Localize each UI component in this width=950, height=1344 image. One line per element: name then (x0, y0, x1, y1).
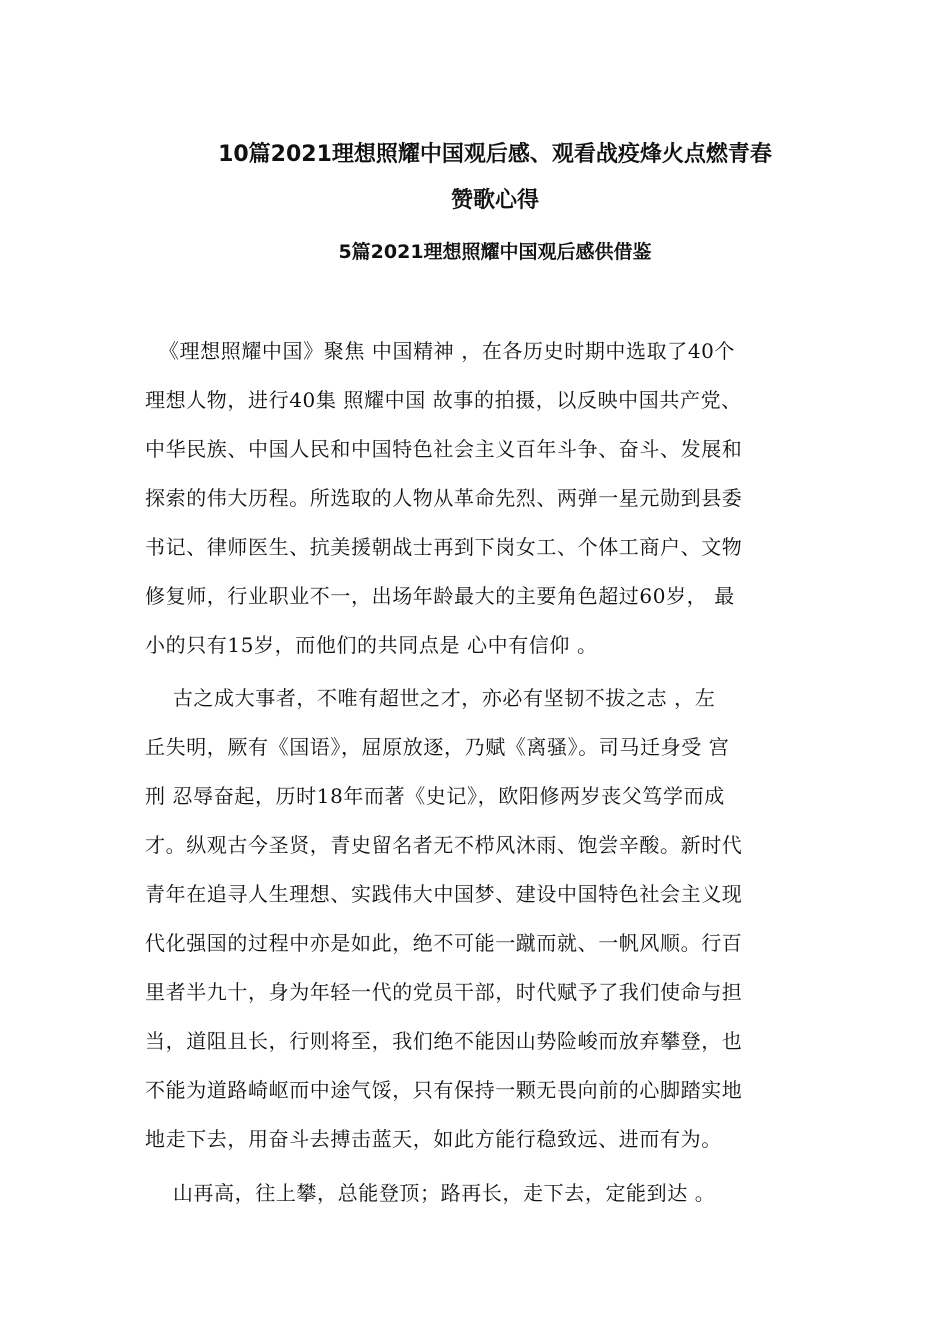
body-line: 修复师，行业职业不一，出场年龄最大的主要角色超过60岁， 最 (145, 584, 735, 608)
body-line: 古之成大事者，不唯有超世之才，亦必有坚韧不拔之志 ，左 (145, 686, 716, 710)
body-line: 不能为道路崎岖而中途气馁，只有保持一颗无畏向前的心脚踏实地 (145, 1078, 743, 1102)
body-line: 山再高，往上攀，总能登顶；路再长，走下去，定能到达 。 (145, 1181, 716, 1205)
body-line: 理想人物，进行40集 照耀中国 故事的拍摄，以反映中国共产党、 (145, 388, 742, 412)
body-line: 中华民族、中国人民和中国特色社会主义百年斗争、奋斗、发展和 (145, 437, 743, 461)
body-line: 丘失明，厥有《国语》，屈原放逐，乃赋《离骚》。司马迁身受 宫 (145, 735, 730, 759)
body-line: 小的只有15岁，而他们的共同点是 心中有信仰 。 (145, 633, 598, 657)
document-title-line-1: 10篇2021理想照耀中国观后感、观看战疫烽火点燃青春 (218, 142, 772, 167)
document-title-line-2: 赞歌心得 (450, 188, 539, 213)
body-line: 当，道阻且长，行则将至，我们绝不能因山势险峻而放弃攀登，也 (145, 1029, 743, 1053)
body-line: 书记、律师医生、抗美援朝战士再到下岗女工、个体工商户、文物 (145, 535, 743, 559)
body-line: 才。纵观古今圣贤，青史留名者无不栉风沐雨、饱尝辛酸。新时代 (145, 833, 743, 857)
body-line: 刑 忍辱奋起，历时18年而著《史记》，欧阳修两岁丧父笃学而成 (145, 784, 725, 808)
body-line: 地走下去，用奋斗去搏击蓝天，如此方能行稳致远、进而有为。 (145, 1127, 722, 1151)
body-line: 探索的伟大历程。所选取的人物从革命先烈、两弹一星元勋到县委 (145, 486, 743, 510)
body-line: 青年在追寻人生理想、实践伟大中国梦、建设中国特色社会主义现 (145, 882, 743, 906)
body-line: 里者半九十，身为年轻一代的党员干部，时代赋予了我们使命与担 (145, 980, 743, 1004)
body-line: 代化强国的过程中亦是如此，绝不可能一蹴而就、一帆风顺。行百 (145, 931, 743, 955)
body-line: 《理想照耀中国》聚焦 中国精神 ，在各历史时期中选取了40个 (145, 339, 736, 363)
document-subtitle: 5篇2021理想照耀中国观后感供借鉴 (338, 241, 652, 263)
